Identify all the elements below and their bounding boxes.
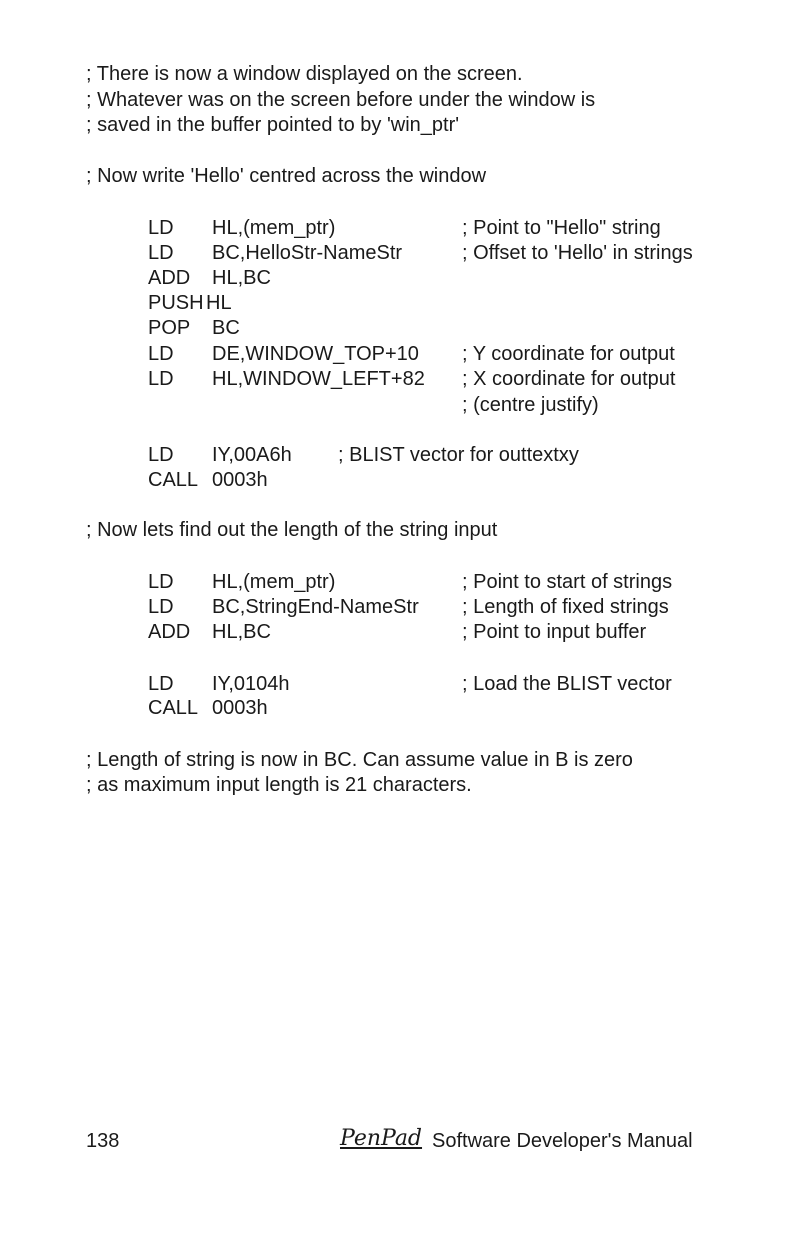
op: LD bbox=[148, 444, 174, 466]
intro-line-3: ; saved in the buffer pointed to by 'win_ptr' bbox=[86, 114, 460, 136]
comment: ; Point to "Hello" string bbox=[462, 217, 661, 239]
op: LD bbox=[148, 673, 174, 695]
op: LD bbox=[148, 571, 174, 593]
outro-line-2: ; as maximum input length is 21 characters. bbox=[86, 774, 472, 796]
comment: ; (centre justify) bbox=[462, 394, 599, 416]
arg: 0003h bbox=[212, 469, 268, 491]
manual-title: Software Developer's Manual bbox=[432, 1130, 693, 1152]
arg: BC,StringEnd-NameStr bbox=[212, 596, 419, 618]
op: LD bbox=[148, 343, 174, 365]
page-number: 138 bbox=[86, 1130, 120, 1152]
arg: HL,WINDOW_LEFT+82 bbox=[212, 368, 425, 390]
comment: ; Offset to 'Hello' in strings bbox=[462, 242, 693, 264]
arg: IY,0104h bbox=[212, 673, 290, 695]
comment: ; X coordinate for output bbox=[462, 368, 676, 390]
op: PUSH bbox=[148, 292, 204, 314]
op: CALL bbox=[148, 697, 199, 719]
arg: HL bbox=[206, 292, 232, 314]
arg: HL,BC bbox=[212, 267, 271, 289]
op: LD bbox=[148, 596, 174, 618]
op: LD bbox=[148, 217, 174, 239]
op: ADD bbox=[148, 621, 191, 643]
arg: HL,(mem_ptr) bbox=[212, 217, 336, 239]
op: ADD bbox=[148, 267, 191, 289]
comment: ; Y coordinate for output bbox=[462, 343, 675, 365]
comment-write-hello: ; Now write 'Hello' centred across the window bbox=[86, 165, 487, 187]
arg: HL,BC bbox=[212, 621, 271, 643]
penpad-logo: PenPad bbox=[340, 1126, 423, 1151]
comment: ; Load the BLIST vector bbox=[462, 673, 672, 695]
arg: BC,HelloStr-NameStr bbox=[212, 242, 403, 264]
outro-line-1: ; Length of string is now in BC. Can assume value in B is zero bbox=[86, 749, 633, 771]
comment-string-length: ; Now lets find out the length of the string input bbox=[86, 519, 498, 541]
comment: ; BLIST vector for outtextxy bbox=[338, 444, 579, 466]
op: LD bbox=[148, 242, 174, 264]
comment: ; Point to start of strings bbox=[462, 571, 673, 593]
intro-line-1: ; There is now a window displayed on the screen. bbox=[86, 63, 523, 85]
arg: DE,WINDOW_TOP+10 bbox=[212, 343, 419, 365]
op: LD bbox=[148, 368, 174, 390]
arg: 0003h bbox=[212, 697, 268, 719]
arg: IY,00A6h bbox=[212, 444, 292, 466]
comment: ; Point to input buffer bbox=[462, 621, 647, 643]
arg: HL,(mem_ptr) bbox=[212, 571, 336, 593]
op: POP bbox=[148, 317, 191, 339]
op: CALL bbox=[148, 469, 199, 491]
arg: BC bbox=[212, 317, 240, 339]
comment: ; Length of fixed strings bbox=[462, 596, 669, 618]
intro-line-2: ; Whatever was on the screen before under the window is bbox=[86, 89, 596, 111]
